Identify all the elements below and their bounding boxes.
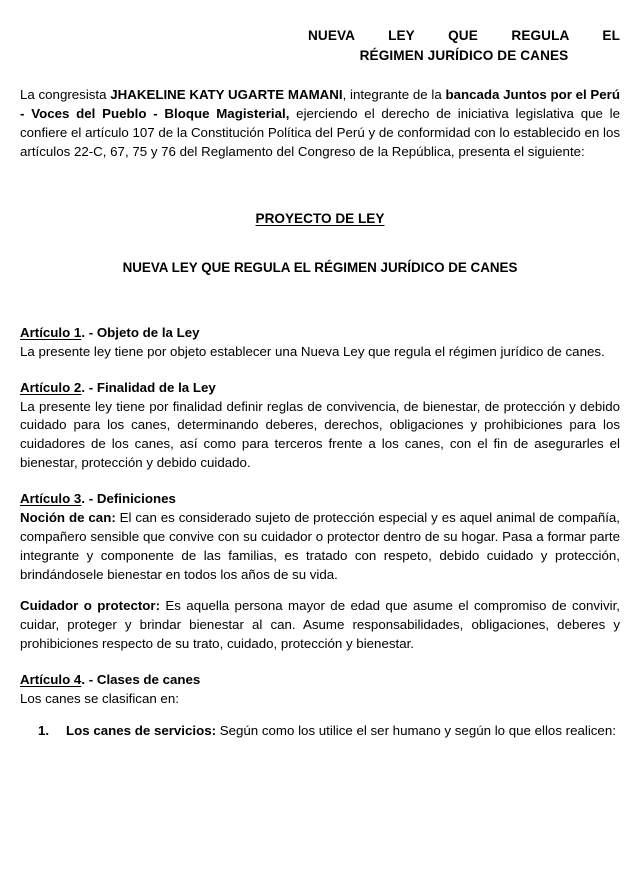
lead-paragraph (20, 86, 620, 162)
bancada-word: bancada (445, 87, 500, 103)
proyecto-de-ley-text: PROYECTO DE LEY (255, 210, 385, 226)
list-item (20, 722, 620, 741)
bancada-name: Juntos por el Perú - Voces del Pueblo - Bloque Magisterial, (20, 87, 620, 121)
definition-cuidador-o-protector (20, 597, 620, 654)
definition-term-nocion: Noción de can: (20, 509, 116, 525)
spacer-after-article-3 (20, 654, 620, 671)
article-3-heading (20, 490, 620, 509)
spacer-after-article-2 (20, 473, 620, 490)
document-header-title (308, 26, 620, 65)
spacer-after-lead (20, 162, 620, 209)
header-title-line-1: NUEVA LEY QUE REGULA EL (308, 28, 620, 43)
article-4-number: Artículo 4 (20, 672, 82, 688)
canes-classification-list (20, 722, 620, 741)
document-subtitle: NUEVA LEY QUE REGULA EL RÉGIMEN JURÍDICO DE CANES (122, 259, 518, 275)
spacer-after-article-1 (20, 362, 620, 379)
header-title-line-2: RÉGIMEN JURÍDICO DE CANES (359, 47, 569, 63)
article-4-body: Los canes se clasifican en: (20, 690, 179, 706)
proyecto-de-ley-heading (20, 209, 620, 228)
article-2-title: . - Finalidad de la Ley (81, 379, 216, 395)
definition-text-cuidador: Es aquella persona mayor de edad que asume el compromiso de convivir, cuidar, proteger y brindar bienestar al can. Asume responsabilidades, obligaciones, deberes y prohibiciones respecto de su trato, cuidado, protección y bienestar. (20, 598, 620, 652)
article-1-title: . - Objeto de la Ley (81, 324, 200, 340)
definition-term-cuidador: Cuidador o protector: (20, 598, 161, 614)
spacer-between-definitions (20, 584, 620, 597)
list-item-term: Los canes de servicios: (66, 722, 217, 738)
article-4-heading (20, 671, 620, 690)
article-2-body: La presente ley tiene por finalidad definir reglas de convivencia, de bienestar, de protección y debido cuidado para los canes, determinando deberes, derechos, obligaciones y prohibiciones para los cuidadores de los canes, así como para terceros frente a los canes, con el fin de asegurarles el bienestar, protección y debido cuidado. (20, 398, 620, 471)
spacer-before-list (20, 709, 620, 722)
lead-text-2: , integrante de la (342, 87, 446, 103)
definition-nocion-de-can (20, 509, 620, 585)
article-1-number: Artículo 1 (20, 324, 82, 340)
spacer-after-proyecto (20, 228, 620, 258)
list-item-text: Según como los utilice el ser humano y según lo que ellos realicen: (216, 722, 616, 738)
article-1-heading (20, 324, 620, 343)
lead-text-1: La congresista (20, 87, 111, 103)
article-3-number: Artículo 3 (20, 491, 82, 507)
spacer-after-subtitle (20, 277, 620, 324)
article-1-body: La presente ley tiene por objeto establecer una Nueva Ley que regula el régimen jurídico de canes. (20, 343, 605, 359)
article-4-title: . - Clases de canes (81, 672, 201, 688)
list-item-marker: 1. (38, 722, 50, 738)
congresswoman-name: JHAKELINE KATY UGARTE MAMANI (110, 87, 343, 103)
definition-text-nocion: El can es considerado sujeto de protección especial y es aquel animal de compañía, compañero sensible que convive con su cuidador o protector dentro de su hogar. Pasa a formar parte integrante y componente de las familias, es tratado con respeto, debido cuidado y protección, brindándosele bienestar en todos los años de su vida. (20, 509, 620, 582)
article-2-number: Artículo 2 (20, 379, 82, 395)
article-3-title: . - Definiciones (81, 491, 176, 507)
article-2-heading (20, 379, 620, 398)
lead-text-3: ejerciendo el derecho de iniciativa legislativa que le confiere el artículo 107 de la Constitución Política del Perú y de conformidad con lo establecido en los artículos 22-C, 67, 75 y 76 del Reglamento del Congreso de la República, presenta el siguiente: (20, 106, 620, 159)
